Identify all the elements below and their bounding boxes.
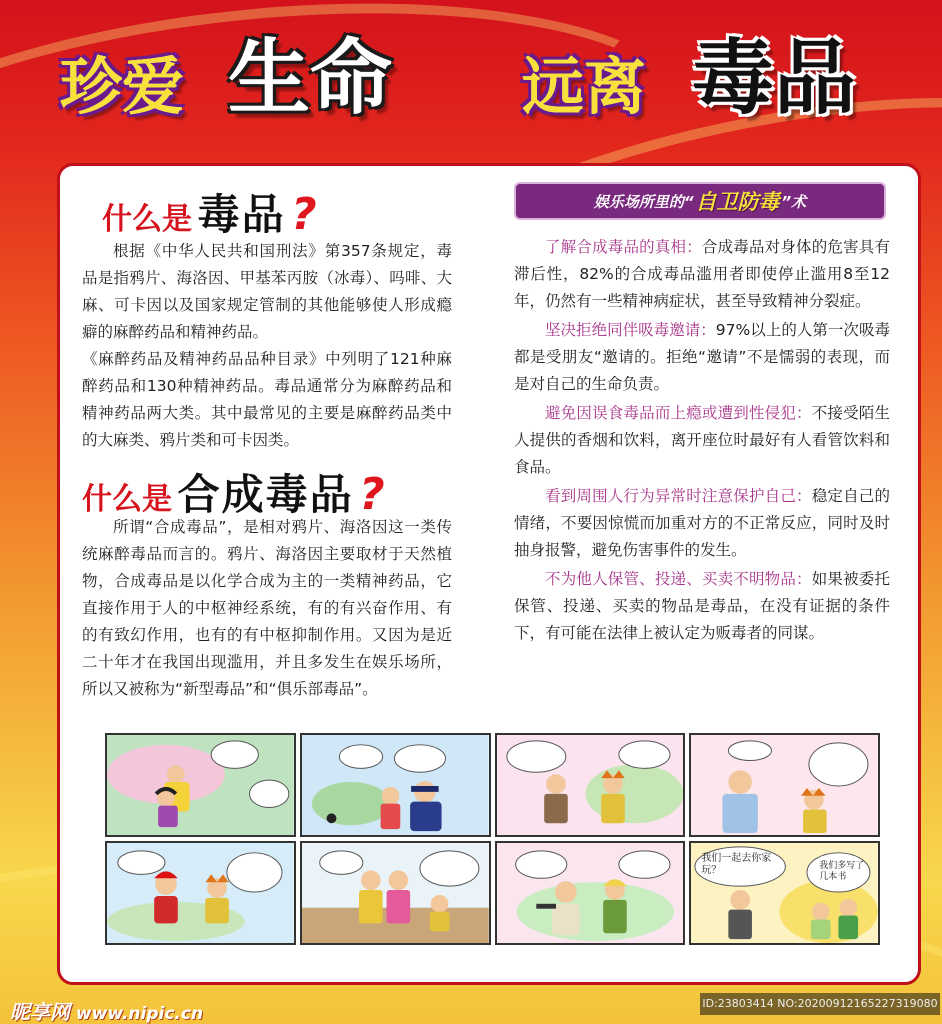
tip-text: 97%以上的人第一次吸毒都是受朋友“邀请的。拒绝“邀请”不是懦弱的表现，而是对自己的生命负责。 bbox=[514, 321, 890, 393]
tip-lead: 坚决拒绝同伴吸毒邀请： bbox=[545, 321, 716, 339]
tips-title-highlight: 自卫防毒 bbox=[695, 190, 780, 214]
comic-panel-1 bbox=[105, 733, 296, 837]
tips-title-pre: 娱乐场所里的“ bbox=[593, 192, 694, 211]
title-part2-black: 毒品 bbox=[692, 31, 857, 126]
tips-title-post: ”术 bbox=[781, 192, 807, 211]
comic-illustration bbox=[497, 735, 684, 835]
tip-text: 稳定自己的情绪，不要因惊慌而加重对方的不正常反应，同时及时抽身报警，避免伤害事件的发生。 bbox=[514, 487, 890, 559]
section2-heading bbox=[82, 462, 385, 522]
section1-paragraph: 根据《中华人民共和国刑法》第357条规定，毒品是指鸦片、海洛因、甲基苯丙胺（冰毒）、吗啡、大麻、可卡因以及国家规定管制的其他能够使人形成瘾癖的麻醉药品和精神药品。 bbox=[82, 242, 452, 341]
section2-question-mark: ? bbox=[359, 469, 385, 520]
title-part1-white: 生命 bbox=[228, 31, 393, 126]
title-part2-yellow: 远离 bbox=[522, 50, 647, 123]
tip-text: 如果被委托保管、投递、买卖的物品是毒品，在没有证据的条件下，有可能在法律上被认定为贩毒者的同谋。 bbox=[514, 570, 890, 642]
footer-id: ID:23803414 NO:20200912165227319080 bbox=[700, 993, 940, 1015]
comic-panel-6 bbox=[300, 841, 491, 945]
tip-item bbox=[514, 317, 890, 398]
comic-panel-4 bbox=[689, 733, 880, 837]
comic-illustration bbox=[302, 735, 489, 835]
comic-bubble-text: 我们一起去你家玩？ bbox=[701, 853, 772, 876]
comic-illustration bbox=[107, 843, 294, 943]
comic-illustration bbox=[107, 735, 294, 835]
tip-lead: 看到周围人行为异常时注意保护自己： bbox=[545, 487, 812, 505]
footer-site: www.nipic.cn bbox=[75, 1004, 204, 1024]
footer-watermark bbox=[10, 996, 203, 1024]
tip-text: 合成毒品对身体的危害具有滞后性，82%的合成毒品滥用者即使停止滥用8至12年，仍然有一些精神病症状，甚至导致精神分裂症。 bbox=[514, 238, 890, 310]
section1-paragraph: 《麻醉药品及精神药品品种目录》中列明了121种麻醉药品和130种精神药品。毒品通常分为麻醉药品和精神药品两大类。其中最常见的主要是麻醉药品类中的大麻类、鸦片类和可卡因类。 bbox=[82, 350, 452, 449]
content-panel bbox=[57, 163, 921, 985]
footer-brand: 昵享网 bbox=[10, 1000, 70, 1024]
section2-prefix: 什么是 bbox=[82, 482, 172, 517]
tip-lead: 不为他人保管、投递、买卖不明物品： bbox=[545, 570, 812, 588]
comic-bubble-text: 我们多写了几本书 bbox=[819, 861, 865, 882]
section2-body bbox=[82, 514, 452, 703]
title-part1-yellow: 珍爱 bbox=[60, 50, 185, 123]
section2-paragraph: 所谓“合成毒品”，是相对鸦片、海洛因这一类传统麻醉毒品而言的。鸦片、海洛因主要取材于天然植物，合成毒品是以化学合成为主的一类精神药品，它直接作用于人的中枢神经系统，有的有兴奋作用、有的有致幻作用，也有的有中枢抑制作用。又因为是近二十年才在我国出现滥用，并且多发生在娱乐场所，所以又被称为“新型毒品”和“俱乐部毒品”。 bbox=[82, 518, 452, 698]
comic-panel-2 bbox=[300, 733, 491, 837]
section1-body bbox=[82, 238, 452, 454]
comic-strip bbox=[105, 733, 880, 945]
section1-question-mark: ? bbox=[291, 189, 317, 240]
comic-panel-3 bbox=[495, 733, 686, 837]
comic-illustration bbox=[497, 843, 684, 943]
tips-title-tag bbox=[514, 182, 886, 220]
tip-item bbox=[514, 400, 890, 481]
tip-lead: 避免因误食毒品而上瘾或遭到性侵犯： bbox=[545, 404, 812, 422]
comic-illustration bbox=[302, 843, 489, 943]
section2-keyword: 合成毒品 bbox=[177, 470, 354, 519]
comic-panel-5 bbox=[105, 841, 296, 945]
section1-keyword: 毒品 bbox=[197, 190, 286, 239]
tips-list bbox=[514, 234, 890, 649]
tip-item bbox=[514, 234, 890, 315]
title-banner bbox=[0, 30, 942, 150]
comic-illustration bbox=[691, 735, 878, 835]
tip-text: 不接受陌生人提供的香烟和饮料，离开座位时最好有人看管饮料和食品。 bbox=[514, 404, 890, 476]
section1-heading bbox=[102, 182, 317, 242]
tip-item bbox=[514, 483, 890, 564]
tip-lead: 了解合成毒品的真相： bbox=[545, 238, 702, 256]
comic-panel-7 bbox=[495, 841, 686, 945]
tip-item bbox=[514, 566, 890, 647]
section1-prefix: 什么是 bbox=[102, 202, 192, 237]
comic-panel-8 bbox=[689, 841, 880, 945]
